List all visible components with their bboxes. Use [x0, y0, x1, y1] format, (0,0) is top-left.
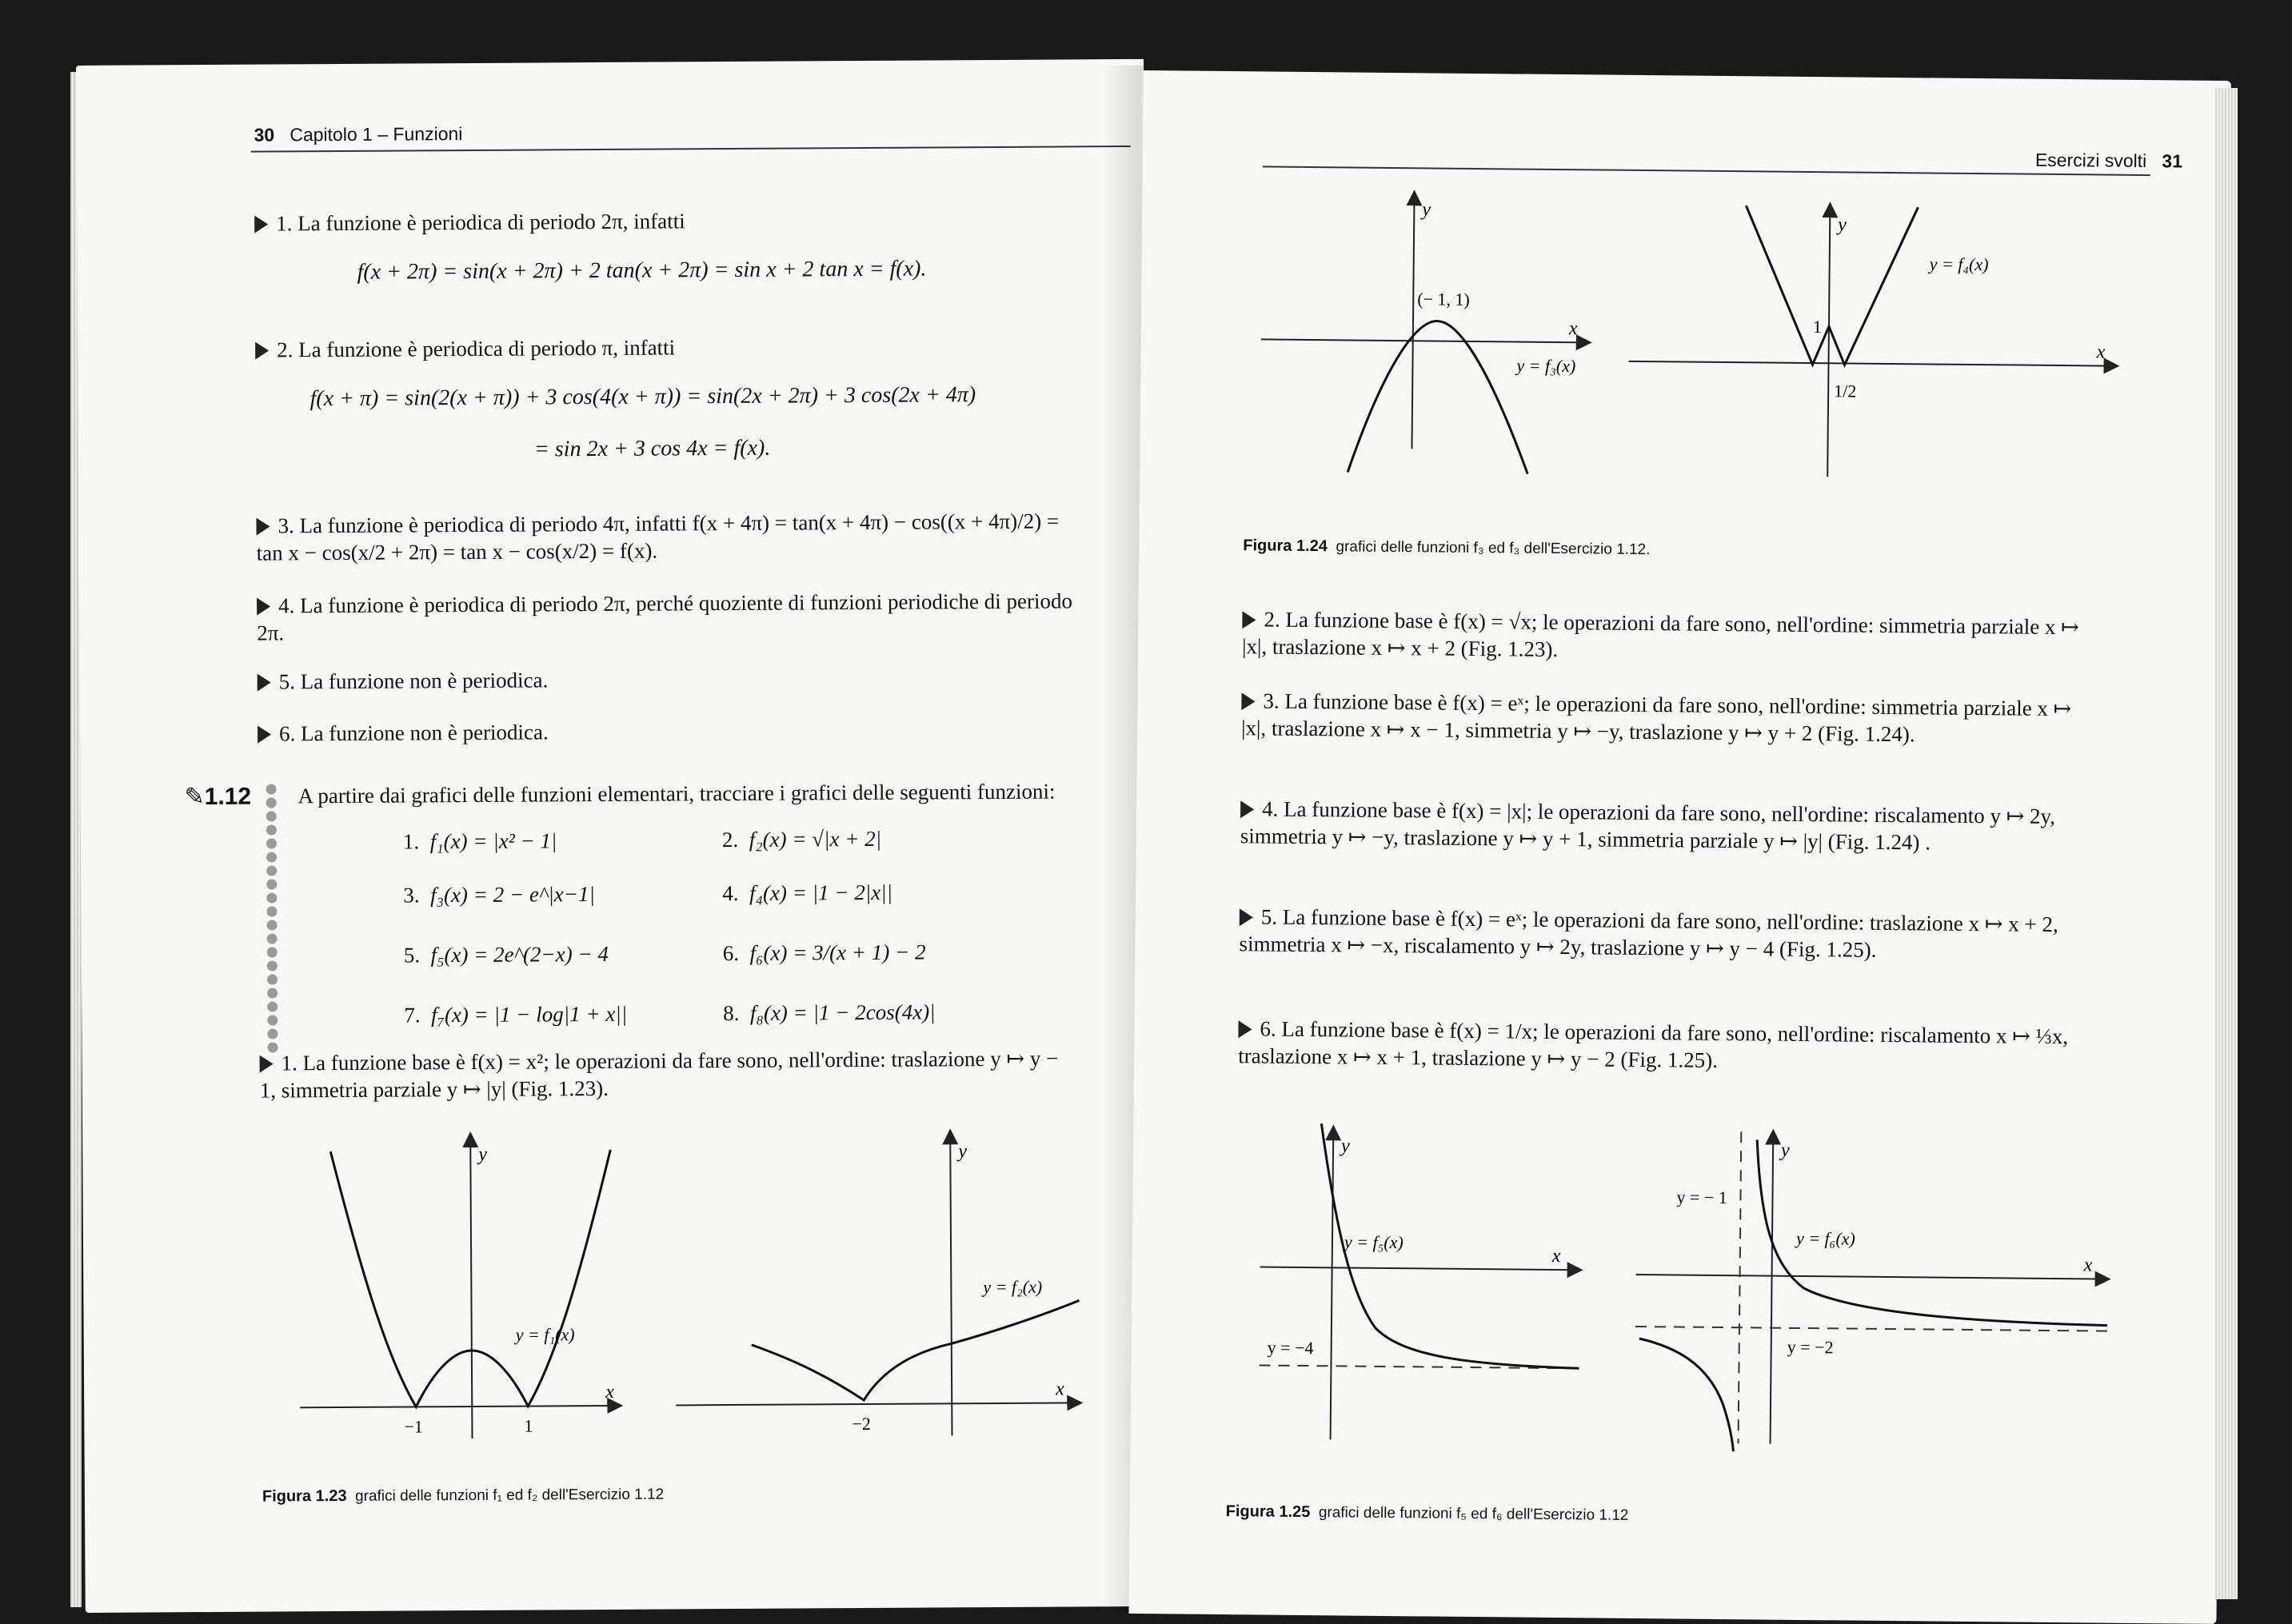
solution-2-112: 2. La funzione base è f(x) = √x; le operazioni da fare sono, nell'ordine: simmetria parziale x ↦ |x|, traslazione x ↦ x + 2 (Fig. 1.23).: [1241, 607, 2079, 662]
x-label: x: [2096, 341, 2106, 363]
header-rule: [1263, 166, 2150, 176]
y-label: y: [958, 1141, 968, 1163]
x-label: x: [605, 1381, 614, 1403]
section-title: Esercizi svolti: [2034, 149, 2147, 172]
page-number-left: 30: [254, 124, 275, 146]
curve-label-f4: y = f₄(x): [1929, 253, 1989, 275]
y-label: y: [1422, 199, 1432, 221]
solution-1-112: 1. La funzione base è f(x) = x²; le operazioni da fare sono, nell'ordine: traslazione y ↦ y − 1, simmetria parziale y ↦ |y| (Fig. 1.23).: [259, 1046, 1059, 1103]
x-axis: [300, 1406, 620, 1407]
x-axis: [1636, 1275, 2108, 1279]
curve-label-f3: y = f₃(x): [1516, 355, 1576, 377]
solution-item-3: 3. La funzione è periodica di periodo 4π, infatti f(x + 4π) = tan(x + 4π) − cos((x + 4π)/2) = tan x − cos(x/2 + 2π) = tan x − cos(x/2) = f(x).: [256, 509, 1060, 565]
y-axis: [950, 1131, 952, 1435]
arrow-bullet-icon: [1240, 908, 1253, 926]
arrow-bullet-icon: [256, 518, 270, 536]
arrow-bullet-icon: [1240, 800, 1254, 818]
arrow-bullet-icon: [255, 342, 269, 360]
tick-label: 1: [1812, 317, 1823, 337]
x-label: x: [2083, 1255, 2093, 1276]
solution-5-112: 5. La funzione base è f(x) = eˣ; le operazioni da fare sono, nell'ordine: traslazione x ↦ x + 2, simmetria x ↦ −x, riscalamento y ↦ 2y, traslazione y ↦ y − 4 (Fig. 1.25).: [1239, 904, 2058, 962]
curve-label-f2: y = f₂(x): [983, 1276, 1043, 1298]
point-label: (− 1, 1): [1417, 289, 1470, 309]
right-page-header: [2035, 150, 2182, 173]
figure-caption-1-24: Figura 1.24 grafici delle funzioni f₃ ed f₃ dell'Esercizio 1.12.: [1243, 537, 1651, 559]
exercise-number: ✎1.12: [184, 783, 252, 811]
right-page: [1128, 70, 2230, 1624]
arrow-bullet-icon: [1241, 692, 1255, 710]
function-6: 6. f₆(x) = 3/(x + 1) − 2: [722, 940, 926, 966]
x-label: x: [1568, 318, 1578, 340]
page-number-right: 31: [2162, 150, 2183, 172]
function-2: 2. f₂(x) = √|x + 2|: [721, 826, 882, 852]
y-label: y: [478, 1143, 488, 1165]
left-page-header: [254, 123, 462, 146]
y-axis: [1827, 205, 1830, 477]
arrow-bullet-icon: [258, 726, 271, 744]
curve-f6-left: [1638, 1339, 1734, 1451]
function-8: 8. f₈(x) = |1 − 2cos(4x)|: [723, 1000, 936, 1026]
arrow-bullet-icon: [1242, 611, 1256, 628]
figure-1-25: [1242, 1111, 2125, 1463]
y-axis: [1771, 1132, 1774, 1444]
x-label: x: [1551, 1245, 1561, 1267]
solution-item-2: 2. La funzione è periodica di periodo π, infatti: [255, 333, 675, 363]
figure-caption-1-25: Figura 1.25 grafici delle funzioni f₅ ed f₆ dell'Esercizio 1.12: [1225, 1502, 1629, 1524]
solution-item-4: 4. La funzione è periodica di periodo 2π, perché quoziente di funzioni periodiche di periodo 2π.: [257, 589, 1072, 645]
arrow-bullet-icon: [257, 598, 270, 616]
header-rule: [251, 146, 1131, 153]
asymptote-label: y = −2: [1787, 1336, 1834, 1358]
y-axis: [470, 1135, 472, 1438]
x-axis: [1629, 361, 2117, 366]
wrench-icon: ✎: [184, 784, 205, 811]
curve-f4: [1745, 205, 1919, 365]
asymptote-label: y = −4: [1267, 1337, 1314, 1359]
y-label: y: [1780, 1139, 1790, 1161]
function-3: 3. f₃(x) = 2 − e^|x−1|: [403, 882, 595, 908]
function-7: 7. f₇(x) = |1 − log|1 + x||: [404, 1001, 628, 1027]
figure-1-23: [274, 1115, 1092, 1455]
x-axis: [1261, 339, 1589, 342]
arrow-bullet-icon: [1238, 1020, 1252, 1038]
solution-4-112: 4. La funzione base è f(x) = |x|; le operazioni da fare sono, nell'ordine: riscalamento y ↦ 2y, simmetria y ↦ −y, traslazione y ↦ y + 1, simmetria parziale y ↦ |y| (Fig. 1.24) .: [1240, 796, 2056, 855]
tick-label: 1: [524, 1415, 533, 1436]
function-5: 5. f₅(x) = 2e^(2−x) − 4: [403, 941, 609, 968]
horizontal-asymptote: [1635, 1327, 2107, 1331]
chapter-title: Capitolo 1 – Funzioni: [289, 123, 463, 146]
curve-f3: [1348, 320, 1529, 473]
y-label: y: [1838, 214, 1847, 236]
tick-label: −1: [404, 1416, 423, 1437]
tick-label: 1/2: [1834, 381, 1857, 401]
figure-caption-1-23: Figura 1.23 grafici delle funzioni f₁ ed f₂ dell'Esercizio 1.12: [262, 1486, 665, 1506]
exercise-prompt: A partire dai grafici delle funzioni elementari, tracciare i grafici delle seguenti funzioni:: [297, 779, 1056, 808]
equation-2b: = sin 2x + 3 cos 4x = f(x).: [533, 435, 771, 462]
solution-item-1: 1. La funzione è periodica di periodo 2π, infatti: [254, 207, 685, 237]
equation-1: f(x + 2π) = sin(x + 2π) + 2 tan(x + 2π) = sin x + 2 tan x = f(x).: [357, 256, 927, 285]
curve-label-f1: y = f₁(x): [515, 1324, 575, 1345]
exercise-marker-dots: [266, 784, 278, 1055]
figure-1-24: [1252, 183, 2134, 496]
curve-f2: [751, 1300, 1080, 1401]
y-axis: [1412, 193, 1414, 449]
y-axis: [1331, 1127, 1334, 1439]
tick-label: −2: [852, 1413, 871, 1434]
x-label: x: [1056, 1379, 1064, 1400]
function-1: 1. f₁(x) = |x² − 1|: [402, 828, 557, 854]
vertical-asymptote: [1739, 1131, 1742, 1443]
x-axis: [676, 1403, 1080, 1405]
arrow-bullet-icon: [258, 674, 271, 692]
curve-label-f6: y = f₆(x): [1795, 1227, 1855, 1249]
page-edge-right: [2215, 88, 2238, 1599]
arrow-bullet-icon: [254, 216, 268, 233]
left-page: [76, 59, 1153, 1613]
arrow-bullet-icon: [260, 1055, 274, 1073]
y-label: y: [1340, 1135, 1350, 1157]
x-axis: [1260, 1267, 1580, 1270]
solution-3-112: 3. La funzione base è f(x) = eˣ; le operazioni da fare sono, nell'ordine: simmetria parziale x ↦ |x|, traslazione x ↦ x − 1, simmetria y ↦ −y, traslazione y ↦ y + 2 (Fig. 1.24).: [1240, 688, 2072, 747]
solution-item-6: 6. La funzione non è periodica.: [258, 718, 549, 747]
solution-6-112: 6. La funzione base è f(x) = 1/x; le operazioni da fare sono, nell'ordine: riscalamento x ↦ ⅓x, traslazione x ↦ x + 1, traslazione y ↦ y − 2 (Fig. 1.25).: [1238, 1016, 2069, 1072]
equation-2a: f(x + π) = sin(2(x + π)) + 3 cos(4(x + π)) = sin(2x + 2π) + 3 cos(2x + 4π): [309, 382, 976, 412]
asymptote-label: y = − 1: [1676, 1187, 1727, 1208]
solution-item-5: 5. La funzione non è periodica.: [258, 666, 549, 695]
function-4: 4. f₄(x) = |1 − 2|x||: [722, 880, 893, 906]
curve-label-f5: y = f₅(x): [1344, 1231, 1404, 1253]
